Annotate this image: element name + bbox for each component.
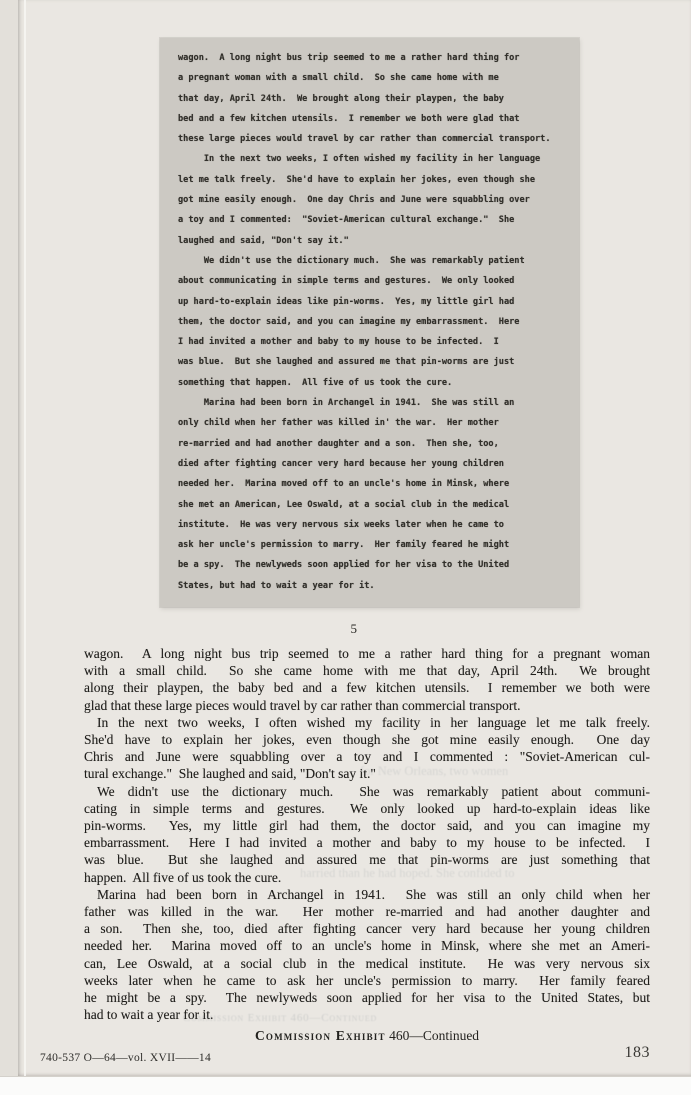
printed-line: needed her. Marina moved off to an uncle's home in Minsk, where she met an Ameri- (84, 938, 650, 954)
typed-line: a toy and I commented: "Soviet-American cultural exchange." She (178, 215, 515, 226)
printed-line: was blue. But she laughed and assured me that pin-worms are just something that (84, 852, 650, 868)
bleedthrough-text: harried than he had hoped. She confided to (300, 866, 515, 880)
typed-line: only child when her father was killed in' the war. Her mother (178, 418, 499, 429)
exhibit-caption (84, 1028, 650, 1044)
printed-line: In the next two weeks, I often wished my facility in her language let me talk freely. (97, 714, 650, 730)
printed-line: pin-worms. Yes, my little girl had them, the doctor said, and you can imagine my (84, 818, 650, 834)
typed-line: ask her uncle's permission to marry. Her family feared he might (178, 540, 510, 551)
typed-line: laughed and said, "Don't say it." (178, 235, 349, 246)
typed-line: needed her. Marina moved off to an uncle's home in Minsk, where (178, 479, 510, 490)
typed-line: about communicating in simple terms and gestures. We only looked (178, 276, 515, 287)
printed-line: father was killed in the war. Her mother re-married and had another daughter and (84, 904, 650, 920)
typed-letter-excerpt (160, 38, 579, 607)
typed-line: got mine easily enough. One day Chris and June were squabbling over (178, 195, 530, 206)
typed-line: wagon. A long night bus trip seemed to me a rather hard thing for (178, 53, 520, 63)
typed-line: a pregnant woman with a small child. So she came home with me (178, 73, 499, 84)
typed-line: these large pieces would travel by car rather than commercial transport. (178, 134, 551, 145)
typed-line: something that happen. All five of us took the cure. (178, 377, 453, 388)
typed-line: let me talk freely. She'd have to explain her jokes, even though she (178, 174, 535, 185)
printed-line: a son. Then she, too, died after fighting cancer very hard because her young children (84, 921, 650, 937)
printed-line: Chris and June were squabbling over a toy and I commented : "Soviet-American cul- (84, 749, 650, 765)
printed-line: tural exchange." She laughed and said, "Don't say it." (84, 766, 376, 782)
print-run-note: 740-537 O—64—vol. XVII——14 (40, 1052, 212, 1064)
typed-line: up hard-to-explain ideas like pin-worms. Yes, my little girl had (178, 296, 515, 307)
printed-transcription (84, 645, 650, 1023)
typed-line: We didn't use the dictionary much. She was remarkably patient (178, 255, 525, 266)
typed-line: bed and a few kitchen utensils. I remember we both were glad that (178, 113, 520, 124)
exhibit-caption-number: 460—Continued (385, 1028, 480, 1043)
scan-bottom-edge (0, 1076, 691, 1095)
printed-line: embarrassment. Here I had invited a mother and baby to my house to be infected. I (84, 835, 650, 851)
printed-line: had to wait a year for it. (84, 1007, 214, 1023)
typed-line: died after fighting cancer very hard because her young children (178, 458, 504, 469)
typed-line: that day, April 24th. We brought along their playpen, the baby (178, 93, 504, 104)
printed-line: happen. All five of us took the cure. (84, 869, 282, 885)
printed-line: cating in simple terms and gestures. We only looked up hard-to-explain ideas like (84, 800, 650, 816)
printed-line: can, Lee Oswald, at a social club in the medical institute. He was very nervous six (84, 955, 650, 971)
page-number: 183 (624, 1044, 650, 1061)
exhibit-caption-name: Commission Exhibit (254, 1028, 386, 1043)
printed-line: glad that these large pieces would travel by car rather than commercial transport. (84, 697, 521, 713)
printed-line: We didn't use the dictionary much. She was remarkably patient about communi- (97, 783, 650, 799)
typed-line: States, but had to wait a year for it. (178, 580, 375, 591)
typed-line: be a spy. The newlyweds soon applied for her visa to the United (178, 560, 510, 571)
typed-line: re-married and had another daughter and a son. Then she, too, (178, 438, 499, 449)
typed-line: institute. He was very nervous six weeks later when he came to (178, 519, 504, 530)
typed-line: she met an American, Lee Oswald, at a social club in the medical (178, 499, 510, 510)
bleedthrough-caption: Commission Exhibit 460—Continued (182, 1012, 378, 1024)
scan-margin (0, 0, 18, 1076)
printed-line: Marina had been born in Archangel in 1941. She was still an only child when her (97, 886, 650, 902)
bleedthrough-text: for New Orleans, two women (360, 764, 509, 778)
printed-line: he might be a spy. The newlyweds soon applied for her visa to the United States, but (84, 990, 650, 1006)
typed-line: Marina had been born in Archangel in 1941. She was still an (178, 398, 515, 409)
printed-line: along their playpen, the baby bed and a few kitchen utensils. I remember we both were (84, 680, 650, 696)
typed-line: was blue. But she laughed and assured me that pin-worms are just (178, 357, 515, 368)
printed-line: She'd have to explain her jokes, even though she got mine easily enough. One day (84, 732, 650, 748)
page-edge-line (24, 0, 26, 1076)
printed-line: weeks later when he came to ask her uncle's permission to marry. Her family feared (84, 972, 650, 988)
printed-line: wagon. A long night bus trip seemed to me a rather hard thing for a pregnant woman (84, 646, 650, 661)
typed-line: In the next two weeks, I often wished my facility in her language (178, 154, 541, 165)
typed-page-number: 5 (350, 621, 358, 636)
typed-line: them, the doctor said, and you can imagine my embarrassment. Here (178, 316, 520, 327)
typed-line: I had invited a mother and baby to my house to be infected. I (178, 337, 499, 348)
printed-line: with a small child. So she came home with me that day, April 24th. We brought (84, 663, 650, 679)
